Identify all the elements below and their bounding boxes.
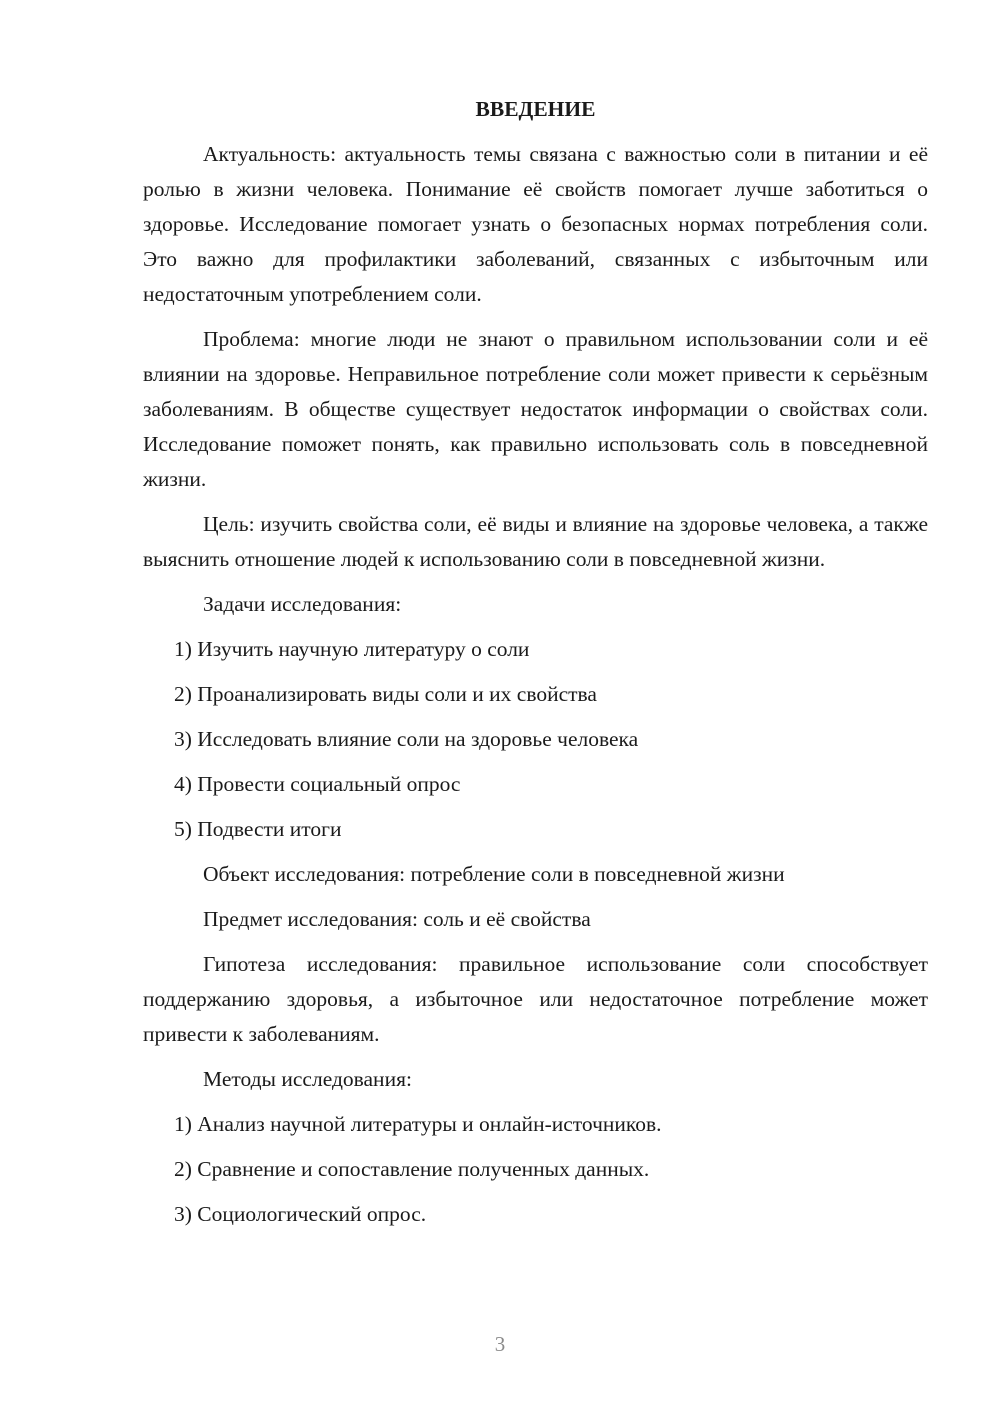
methods-heading: Методы исследования: [203, 1067, 412, 1091]
list-item: 2) Проанализировать виды соли и их свойства [174, 682, 597, 706]
problem-paragraph: Проблема: многие люди не знают о правильном использовании соли и её влиянии на здоровье. Неправильное потребление соли может привести к серьёзным заболеваниям. В обществе существует недостаток информации о свойствах соли. Исследование поможет понять, как правильно использовать соль в повседневной жизни. [143, 327, 928, 491]
list-item: 3) Социологический опрос. [174, 1202, 427, 1226]
object-line: Объект исследования: потребление соли в повседневной жизни [203, 862, 785, 886]
methods-list [143, 1107, 928, 1232]
list-item: 1) Изучить научную литературу о соли [174, 637, 530, 661]
list-item: 5) Подвести итоги [174, 817, 342, 841]
list-item: 4) Провести социальный опрос [174, 772, 461, 796]
tasks-list [143, 632, 928, 847]
document-page [143, 92, 928, 1242]
page-title: ВВЕДЕНИЕ [475, 97, 596, 121]
hypothesis-paragraph: Гипотеза исследования: правильное использование соли способствует поддержанию здоровья, а избыточное или недостаточное потребление может привести к заболеваниям. [143, 952, 928, 1046]
subject-line: Предмет исследования: соль и её свойства [203, 907, 591, 931]
page-number: 3 [494, 1332, 506, 1356]
list-item: 2) Сравнение и сопоставление полученных данных. [174, 1157, 650, 1181]
tasks-heading: Задачи исследования: [203, 592, 402, 616]
goal-paragraph: Цель: изучить свойства соли, её виды и влияние на здоровье человека, а также выяснить отношение людей к использованию соли в повседневной жизни. [143, 512, 928, 571]
list-item: 3) Исследовать влияние соли на здоровье человека [174, 727, 639, 751]
list-item: 1) Анализ научной литературы и онлайн-источников. [174, 1112, 662, 1136]
relevance-paragraph: Актуальность: актуальность темы связана с важностью соли в питании и её ролью в жизни человека. Понимание её свойств помогает лучше заботиться о здоровье. Исследование помогает узнать о безопасных нормах потребления соли. Это важно для профилактики заболеваний, связанных с избыточным или недостаточным употреблением соли. [143, 142, 928, 306]
